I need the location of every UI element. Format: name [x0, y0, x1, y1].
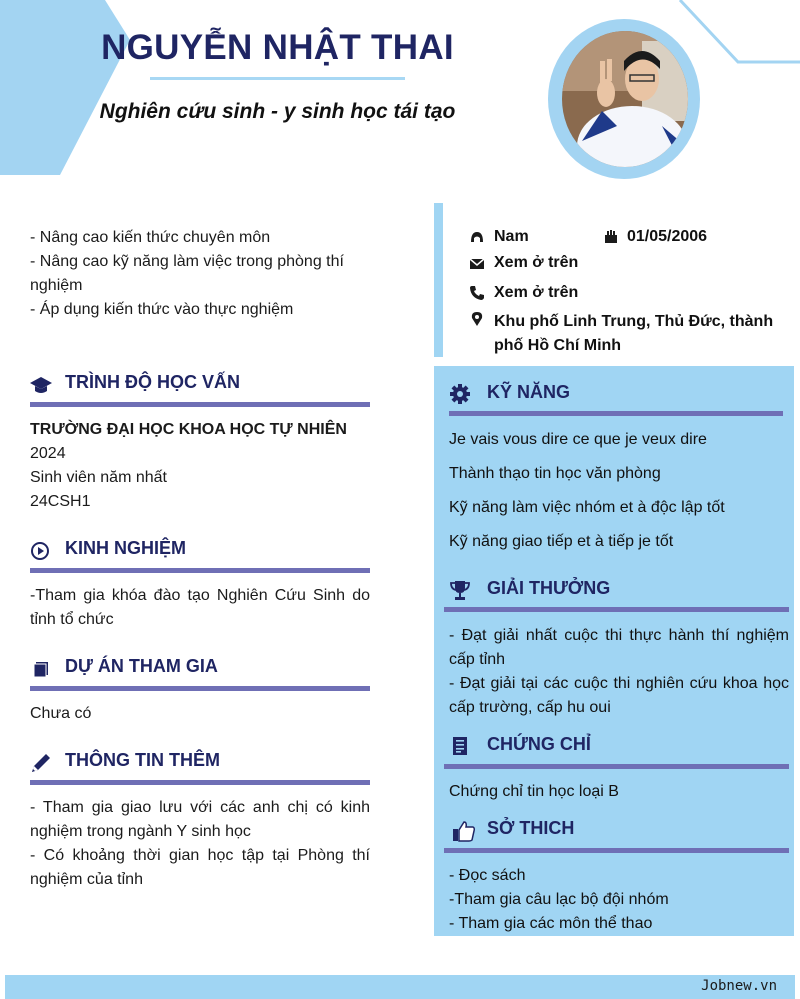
- skill-item: Thành thạo tin học văn phòng: [449, 465, 661, 482]
- education-header: [30, 370, 370, 400]
- objective-line: - Áp dụng kiến thức vào thực nghiệm: [30, 301, 294, 318]
- contact-phone[interactable]: Xem ở trên: [494, 284, 579, 301]
- section-divider: [444, 607, 789, 612]
- objective-line: - Nâng cao kỹ năng làm việc trong phòng thí nghiệm: [30, 253, 344, 294]
- contact-gender: Nam: [494, 228, 529, 245]
- education-year: 2024: [30, 445, 66, 462]
- section-title: KINH NGHIỆM: [65, 538, 186, 558]
- award-item: - Đạt giải tại các cuộc thi nghiên cứu khoa học cấp trường, cấp hu oui: [449, 675, 789, 716]
- certificate-text: Chứng chỉ tin học loại B: [449, 783, 619, 800]
- section-title: KỸ NĂNG: [487, 382, 571, 402]
- section-title: CHỨNG CHỈ: [487, 734, 591, 754]
- school-name: TRƯỜNG ĐẠI HỌC KHOA HỌC TỰ NHIÊN: [30, 421, 347, 438]
- book-icon: [30, 658, 52, 680]
- section-divider: [449, 411, 783, 416]
- hobbies-header: [449, 816, 789, 846]
- corner-decoration-lines: [676, 0, 800, 70]
- additional-item: - Có khoảng thời gian học tập tại Phòng thí nghiệm của tỉnh: [30, 847, 370, 888]
- experience-text: -Tham gia khóa đào tạo Nghiên Cứu Sinh do tỉnh tổ chức: [30, 587, 370, 628]
- hobby-item: - Tham gia các môn thể thao: [449, 915, 653, 932]
- graduation-cap-icon: [30, 374, 52, 396]
- section-divider: [30, 686, 370, 691]
- hobby-item: - Đọc sách: [449, 867, 526, 884]
- calendar-icon: [603, 228, 619, 244]
- user-icon: [469, 229, 485, 245]
- name-underline: [150, 77, 405, 80]
- contact-accent-bar: [434, 203, 443, 357]
- play-circle-icon: [30, 540, 52, 562]
- section-divider: [444, 848, 789, 853]
- gear-icon: [449, 383, 471, 405]
- mail-icon: [469, 256, 485, 272]
- location-pin-icon: [469, 311, 485, 327]
- skill-item: Kỹ năng làm việc nhóm et à độc lập tốt: [449, 499, 725, 516]
- footer-bar: [5, 975, 795, 999]
- award-item: - Đạt giải nhất cuộc thi thực hành thí nghiệm cấp tỉnh: [449, 627, 789, 668]
- hobby-item: -Tham gia câu lạc bộ đội nhóm: [449, 891, 669, 908]
- additional-item: - Tham gia giao lưu với các anh chị có kinh nghiệm trong ngành Y sinh học: [30, 799, 370, 840]
- education-class: 24CSH1: [30, 493, 91, 510]
- career-objective: [30, 226, 370, 322]
- pencil-icon: [30, 752, 52, 774]
- header-accent-shape: [0, 0, 130, 175]
- document-icon: [449, 735, 471, 757]
- section-divider: [30, 402, 370, 407]
- projects-text: Chưa có: [30, 705, 92, 722]
- section-title: THÔNG TIN THÊM: [65, 750, 220, 770]
- section-divider: [30, 780, 370, 785]
- awards-header: [449, 576, 789, 606]
- skills-header: [449, 380, 789, 410]
- projects-header: [30, 654, 370, 684]
- section-title: DỰ ÁN THAM GIA: [65, 656, 218, 676]
- additional-info-header: [30, 748, 370, 778]
- contact-dob: 01/05/2006: [627, 228, 708, 245]
- skill-item: Je vais vous dire ce que je veux dire: [449, 431, 707, 448]
- certificates-header: [449, 732, 789, 762]
- candidate-name: NGUYỄN NHẬT THAI: [101, 28, 454, 67]
- education-status: Sinh viên năm nhất: [30, 469, 167, 486]
- phone-icon: [469, 285, 485, 301]
- section-title: GIẢI THƯỞNG: [487, 578, 611, 598]
- footer-brand[interactable]: Jobnew.vn: [701, 978, 777, 994]
- job-title: Nghiên cứu sinh - y sinh học tái tạo: [99, 100, 456, 123]
- objective-line: - Nâng cao kiến thức chuyên môn: [30, 229, 271, 246]
- awards-content: [449, 624, 789, 720]
- hobbies-content: [449, 864, 789, 936]
- thumbs-up-icon: [451, 818, 477, 844]
- additional-info-content: [30, 796, 370, 892]
- contact-email[interactable]: Xem ở trên: [494, 254, 579, 271]
- section-title: SỞ THICH: [487, 818, 575, 838]
- section-divider: [30, 568, 370, 573]
- avatar: [562, 31, 688, 167]
- contact-address: Khu phố Linh Trung, Thủ Đức, thành phố Hồ Chí Minh: [494, 313, 774, 354]
- experience-header: [30, 536, 370, 566]
- section-title: TRÌNH ĐỘ HỌC VẤN: [65, 372, 240, 392]
- skill-item: Kỹ năng giao tiếp et à tiếp je tốt: [449, 533, 674, 550]
- section-divider: [444, 764, 789, 769]
- trophy-icon: [449, 579, 471, 601]
- education-content: [30, 418, 370, 514]
